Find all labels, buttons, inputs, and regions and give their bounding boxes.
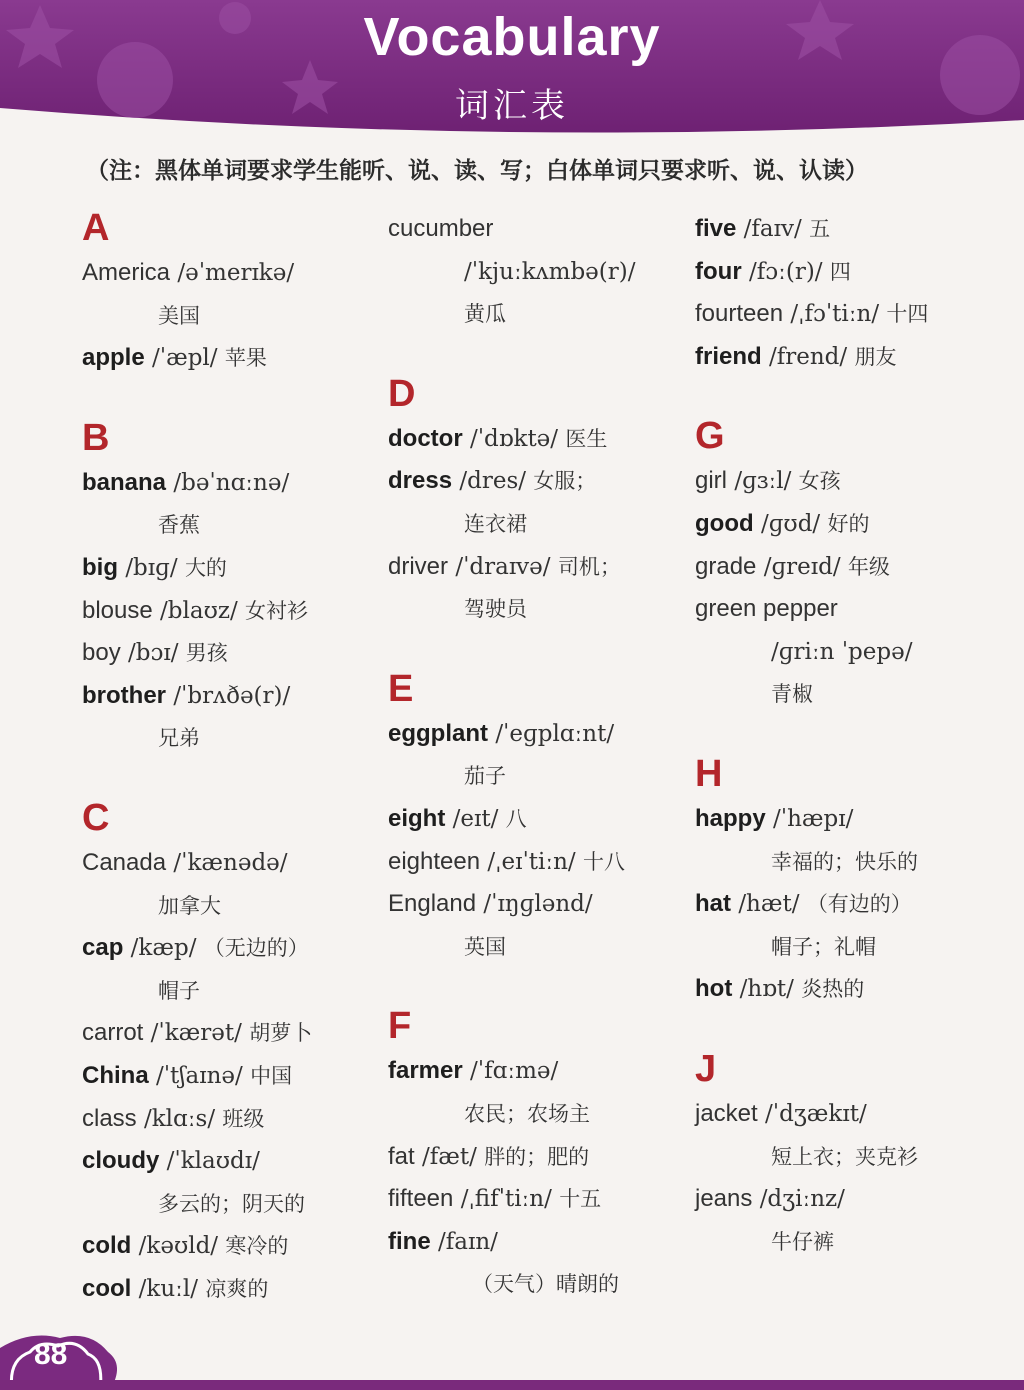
entry-continuation — [695, 1136, 1015, 1179]
entry-phonetic: /klɑːs/ — [144, 1105, 216, 1132]
entry-word: blouse — [82, 596, 153, 624]
vocab-entry — [82, 462, 382, 505]
vocab-entry — [82, 675, 382, 718]
vocab-entry — [82, 590, 382, 633]
entry-meaning: 连衣裙 — [464, 511, 527, 536]
entry-continuation — [388, 293, 688, 336]
vocab-entry — [695, 883, 1015, 926]
entry-meaning: 牛仔裤 — [771, 1229, 834, 1254]
entry-word: carrot — [82, 1019, 144, 1047]
entry-word: five — [695, 215, 737, 242]
entry-phonetic: /ɡɜːl/ — [734, 468, 792, 495]
entry-meaning: 八 — [505, 806, 527, 831]
vocab-entry — [388, 883, 688, 926]
section-letter: F — [388, 1005, 412, 1048]
entry-word: brother — [82, 681, 166, 709]
bottom-band — [0, 1380, 1024, 1390]
entry-phonetic: /faɪn/ — [437, 1228, 498, 1255]
entry-phonetic: /hɒt/ — [739, 976, 794, 1003]
vocab-entry — [388, 1221, 688, 1264]
entry-meaning: 香蕉 — [158, 513, 200, 538]
vocab-entry — [695, 336, 1015, 379]
entry-word: England — [388, 890, 477, 918]
vocab-entry — [388, 1178, 688, 1221]
entry-meaning: （有边的） — [806, 892, 912, 917]
vocab-entry — [388, 798, 688, 841]
vocab-entry — [82, 547, 382, 590]
entry-meaning: 十五 — [559, 1187, 602, 1212]
entry-meaning: 十四 — [886, 302, 929, 327]
vocab-entry — [82, 1140, 382, 1183]
entry-continuation — [82, 295, 382, 338]
entry-word: dress — [388, 467, 453, 495]
vocab-entry — [695, 251, 1015, 294]
entry-word: fine — [388, 1227, 431, 1255]
entry-phonetic: /kuːl/ — [138, 1275, 199, 1302]
entry-phonetic: /ˈdɒktə/ — [469, 425, 559, 452]
entry-phonetic: /ˈeɡplɑːnt/ — [495, 720, 615, 747]
vocab-entry — [388, 418, 688, 461]
entry-phonetic: /bəˈnɑːnə/ — [173, 469, 290, 496]
entry-word: cucumber — [388, 215, 494, 242]
vocab-entry — [82, 842, 382, 885]
entry-phonetic: /ˈdʒækɪt/ — [765, 1100, 867, 1127]
entry-continuation — [82, 717, 382, 760]
entry-word: four — [695, 257, 742, 285]
entry-phonetic: /ˈæpl/ — [152, 345, 218, 372]
entry-meaning: 朋友 — [854, 344, 897, 369]
entry-meaning: 女服； — [533, 469, 597, 494]
entry-word: big — [82, 553, 118, 581]
entry-phonetic: /kæp/ — [130, 935, 197, 962]
entry-word: driver — [388, 552, 449, 580]
entry-meaning: 男孩 — [185, 641, 228, 666]
vocab-entry — [695, 798, 1015, 841]
entry-continuation — [695, 673, 1015, 716]
entry-continuation — [388, 1263, 688, 1306]
entry-phonetic: /kəʊld/ — [138, 1233, 219, 1260]
entry-phonetic: /ɡreɪd/ — [763, 553, 841, 580]
entry-meaning: 幸福的；快乐的 — [771, 849, 918, 874]
entry-word: grade — [695, 552, 757, 580]
vocab-entry — [388, 460, 688, 503]
entry-word: eggplant — [388, 719, 488, 747]
entry-meaning: 四 — [829, 259, 851, 284]
entry-phonetic: /ˈfɑːmə/ — [470, 1058, 559, 1085]
entry-phonetic: /fæt/ — [422, 1143, 477, 1170]
entry-continuation — [388, 503, 688, 546]
entry-phonetic: /faɪv/ — [743, 216, 802, 242]
entry-word: hat — [695, 890, 731, 918]
section-letter: J — [695, 1047, 717, 1090]
vocab-entry — [695, 1178, 1015, 1221]
entry-phonetic: /ˈklaʊdɪ/ — [166, 1148, 260, 1175]
entry-meaning: 多云的；阴天的 — [158, 1191, 305, 1216]
vocab-entry — [388, 1050, 688, 1093]
entry-phonetic: /dʒiːnz/ — [759, 1186, 845, 1213]
entry-phonetic: /ˈkjuːkʌmbə(r)/ — [464, 258, 636, 285]
entry-meaning: 茄子 — [464, 764, 506, 789]
entry-continuation — [388, 1093, 688, 1136]
entry-word: America — [82, 259, 171, 286]
entry-meaning: 中国 — [250, 1063, 293, 1088]
entry-continuation — [388, 251, 688, 294]
page-number: 88 — [34, 1338, 68, 1371]
vocab-entry — [388, 713, 688, 756]
entry-meaning: 女衬衫 — [245, 598, 309, 623]
vocab-entry — [695, 1093, 1015, 1136]
entry-meaning: 医生 — [565, 426, 608, 451]
entry-meaning: 好的 — [827, 511, 870, 536]
vocab-entry — [82, 1268, 382, 1311]
entry-meaning: 司机； — [557, 554, 621, 579]
entry-word: friend — [695, 342, 762, 370]
entry-phonetic: /ˌfɔˈtiːn/ — [790, 301, 880, 328]
entry-meaning: 炎热的 — [801, 977, 865, 1002]
entry-phonetic: /dres/ — [459, 468, 526, 495]
vocab-entry — [695, 968, 1015, 1011]
entry-phonetic: /ˌeɪˈtiːn/ — [487, 848, 576, 875]
entry-phonetic: /ˈbrʌðə(r)/ — [173, 682, 291, 709]
entry-meaning: 寒冷的 — [225, 1234, 289, 1259]
entry-word: good — [695, 509, 754, 537]
vocab-entry — [82, 927, 382, 970]
entry-phonetic: /bɔɪ/ — [128, 640, 179, 667]
entry-continuation — [695, 1221, 1015, 1264]
entry-word: boy — [82, 639, 121, 667]
entry-meaning: 十八 — [583, 849, 625, 874]
vocab-entry — [82, 1055, 382, 1098]
entry-word: cool — [82, 1274, 132, 1302]
entry-word: hot — [695, 975, 733, 1003]
vocab-entry — [695, 293, 1015, 336]
vocab-entry — [82, 1225, 382, 1268]
section-letter: B — [82, 416, 110, 459]
entry-meaning: （无边的） — [203, 936, 309, 961]
entry-phonetic: /fɔː(r)/ — [748, 258, 823, 285]
usage-note: （注：黑体单词要求学生能听、说、读、写；白体单词只要求听、说、认读） — [86, 158, 868, 184]
vocab-entry — [388, 546, 688, 589]
entry-meaning: 帽子 — [158, 978, 200, 1003]
entry-meaning: 凉爽的 — [205, 1276, 269, 1301]
entry-word: green pepper — [695, 595, 838, 623]
entry-meaning: 苹果 — [224, 346, 267, 371]
page-title: Vocabulary — [363, 7, 661, 67]
entry-continuation — [388, 755, 688, 798]
entry-phonetic: /frend/ — [768, 343, 848, 370]
entry-word: jeans — [695, 1185, 753, 1213]
entry-phonetic: /ˈhæpɪ/ — [773, 805, 854, 832]
entry-word: girl — [695, 467, 728, 495]
entry-word: doctor — [388, 424, 463, 452]
entry-meaning: 班级 — [222, 1106, 265, 1131]
entry-meaning: 农民；农场主 — [464, 1101, 590, 1126]
entry-word: cap — [82, 934, 124, 962]
entry-meaning: 加拿大 — [158, 893, 221, 918]
entry-continuation — [82, 504, 382, 547]
vocab-entry — [82, 337, 382, 380]
entry-continuation — [82, 885, 382, 928]
vocab-entry — [82, 1012, 382, 1055]
entry-word: banana — [82, 468, 167, 496]
entry-word: jacket — [695, 1099, 758, 1127]
entry-phonetic: /hæt/ — [738, 891, 800, 918]
entry-meaning: 兄弟 — [158, 726, 200, 751]
entry-phonetic: /ˈɪŋɡlənd/ — [483, 891, 593, 918]
entry-meaning: 短上衣；夹克衫 — [771, 1144, 918, 1169]
entry-phonetic: /əˈmerɪkə/ — [177, 260, 295, 286]
entry-phonetic: /ˈdraɪvə/ — [455, 553, 551, 580]
section-letter: C — [82, 796, 110, 839]
entry-meaning: 帽子；礼帽 — [771, 934, 876, 959]
section-letter: E — [388, 667, 414, 710]
entry-meaning: 黄瓜 — [464, 302, 506, 327]
vocab-entry — [695, 546, 1015, 589]
vocab-column-1 — [82, 208, 382, 1310]
entry-word: apple — [82, 344, 145, 372]
entry-continuation — [695, 631, 1015, 674]
entry-meaning: 五 — [809, 217, 831, 241]
entry-continuation — [695, 926, 1015, 969]
vocab-column-3 — [695, 208, 1015, 1263]
entry-word: farmer — [388, 1057, 463, 1085]
entry-meaning: 胡萝卜 — [249, 1021, 313, 1046]
section-letter: A — [82, 207, 110, 249]
entry-meaning: 女孩 — [798, 469, 841, 494]
entry-phonetic: /ˈkænədə/ — [173, 849, 288, 876]
header-banner — [0, 0, 1024, 135]
entry-continuation — [695, 841, 1015, 884]
entry-word: class — [82, 1104, 137, 1132]
entry-phonetic: /eɪt/ — [452, 805, 499, 832]
entry-phonetic: /blaʊz/ — [160, 597, 238, 624]
entry-word: eight — [388, 804, 446, 832]
entry-continuation — [82, 1183, 382, 1226]
section-letter: G — [695, 415, 725, 458]
entry-meaning: 大的 — [184, 555, 227, 580]
entry-word: fifteen — [388, 1185, 454, 1213]
entry-phonetic: /ɡʊd/ — [760, 510, 821, 537]
vocab-entry — [695, 208, 1015, 251]
entry-word: cold — [82, 1232, 132, 1260]
vocab-column-2 — [388, 208, 688, 1306]
entry-meaning: 胖的；肥的 — [484, 1144, 590, 1169]
page-subtitle: 词汇表 — [455, 86, 569, 126]
entry-word: fat — [388, 1142, 415, 1170]
vocab-entry — [695, 588, 1015, 631]
vocab-entry — [82, 252, 382, 295]
entry-word: China — [82, 1061, 149, 1089]
section-letter: H — [695, 752, 723, 795]
entry-word: Canada — [82, 848, 167, 876]
entry-meaning: 英国 — [464, 934, 506, 959]
vocab-entry — [388, 1136, 688, 1179]
entry-meaning: 青椒 — [771, 682, 813, 707]
vocab-entry — [82, 632, 382, 675]
entry-word: happy — [695, 804, 766, 832]
entry-meaning: 驾驶员 — [464, 597, 527, 622]
section-letter: D — [388, 372, 416, 415]
entry-phonetic: /ɡriːn ˈpepə/ — [771, 638, 913, 665]
entry-meaning: （天气）晴朗的 — [472, 1272, 619, 1297]
vocab-entry — [695, 460, 1015, 503]
entry-word: eighteen — [388, 847, 481, 875]
entry-word: cloudy — [82, 1147, 160, 1175]
entry-phonetic: /ˌfifˈtiːn/ — [460, 1186, 552, 1213]
entry-meaning: 年级 — [847, 554, 890, 579]
entry-continuation — [388, 926, 688, 969]
entry-continuation — [82, 970, 382, 1013]
entry-phonetic: /bɪɡ/ — [125, 554, 178, 581]
entry-phonetic: /ˈkærət/ — [150, 1020, 242, 1047]
vocab-entry — [82, 1098, 382, 1141]
vocab-entry — [695, 503, 1015, 546]
entry-meaning: 美国 — [158, 303, 200, 328]
vocab-entry — [388, 841, 688, 884]
vocab-entry — [388, 208, 688, 251]
entry-phonetic: /ˈtʃaɪnə/ — [155, 1062, 243, 1089]
entry-continuation — [388, 588, 688, 631]
entry-word: fourteen — [695, 300, 784, 328]
